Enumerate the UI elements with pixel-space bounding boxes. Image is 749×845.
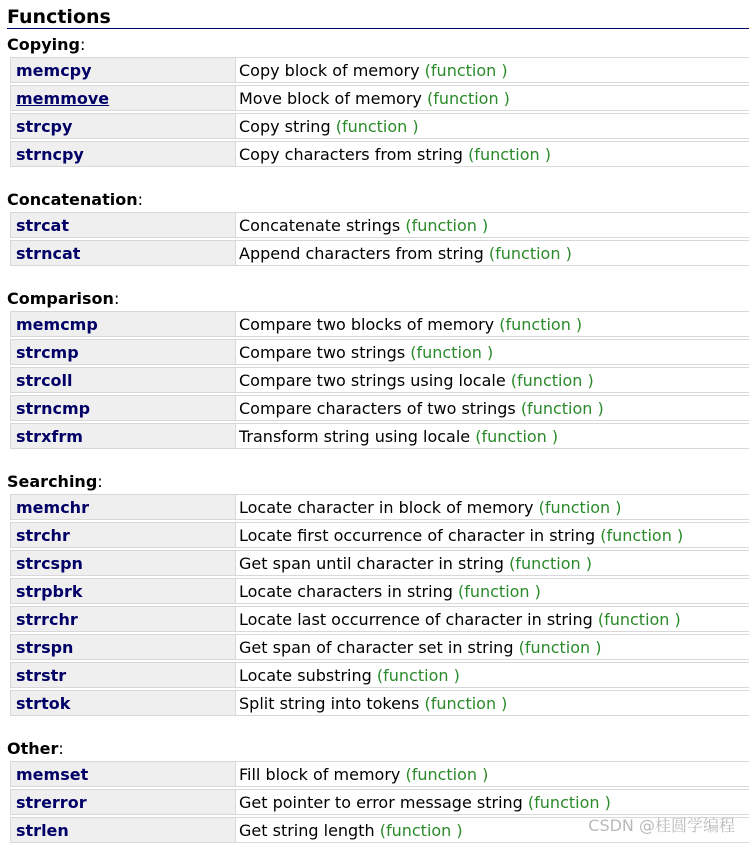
function-link-strrchr[interactable]: strrchr <box>16 609 78 629</box>
function-description: Locate substring <box>239 665 372 685</box>
function-description: Concatenate strings <box>239 215 401 235</box>
function-name-cell <box>10 57 236 83</box>
function-link-strchr[interactable]: strchr <box>16 525 70 545</box>
function-table <box>10 210 749 268</box>
section-header <box>7 35 749 55</box>
function-description-cell <box>236 690 749 716</box>
function-description-cell <box>236 494 749 520</box>
table-row <box>10 367 749 393</box>
table-row <box>10 522 749 548</box>
table-row <box>10 311 749 337</box>
function-description-cell <box>236 634 749 660</box>
function-kind: (function ) <box>510 370 594 390</box>
function-description-cell <box>236 240 749 266</box>
function-description-cell <box>236 141 749 167</box>
function-name-cell <box>10 240 236 266</box>
function-link-strcpy[interactable]: strcpy <box>16 116 73 136</box>
function-link-strspn[interactable]: strspn <box>16 637 74 657</box>
function-kind: (function ) <box>335 116 419 136</box>
table-row <box>10 550 749 576</box>
function-link-strerror[interactable]: strerror <box>16 792 87 812</box>
function-name-cell <box>10 789 236 815</box>
function-description: Copy string <box>239 116 331 136</box>
function-kind: (function ) <box>488 243 572 263</box>
page-title: Functions <box>7 6 749 29</box>
function-description-cell <box>236 113 749 139</box>
section-comparison <box>7 289 749 451</box>
table-row <box>10 113 749 139</box>
function-link-strcspn[interactable]: strcspn <box>16 553 83 573</box>
function-description: Locate characters in string <box>239 581 453 601</box>
function-name-cell <box>10 212 236 238</box>
function-link-strcat[interactable]: strcat <box>16 215 69 235</box>
section-searching <box>7 472 749 718</box>
function-description: Get span of character set in string <box>239 637 514 657</box>
function-description: Get span until character in string <box>239 553 504 573</box>
function-name-cell <box>10 395 236 421</box>
function-table <box>10 55 749 169</box>
function-table <box>10 492 749 718</box>
function-kind: (function ) <box>475 426 559 446</box>
table-row <box>10 761 749 787</box>
function-kind: (function ) <box>376 665 460 685</box>
function-table <box>10 309 749 451</box>
function-kind: (function ) <box>527 792 611 812</box>
function-description-cell <box>236 395 749 421</box>
table-row <box>10 789 749 815</box>
function-kind: (function ) <box>426 88 510 108</box>
function-description: Get string length <box>239 820 375 840</box>
function-kind: (function ) <box>509 553 592 573</box>
section-colon: : <box>97 472 103 491</box>
function-kind: (function ) <box>499 314 583 334</box>
function-kind: (function ) <box>405 764 489 784</box>
function-description-cell <box>236 339 749 365</box>
function-name-cell <box>10 367 236 393</box>
function-description: Locate last occurrence of character in string <box>239 609 593 629</box>
table-row <box>10 212 749 238</box>
function-description-cell <box>236 606 749 632</box>
section-title: Other <box>7 739 59 758</box>
function-link-strtok[interactable]: strtok <box>16 693 71 713</box>
function-name-cell <box>10 550 236 576</box>
section-concatenation <box>7 190 749 268</box>
section-title: Copying <box>7 35 80 54</box>
section-colon: : <box>58 739 64 758</box>
function-link-memchr[interactable]: memchr <box>16 497 89 517</box>
function-description-cell <box>236 367 749 393</box>
table-row <box>10 57 749 83</box>
function-kind: (function ) <box>424 693 508 713</box>
function-description-cell <box>236 578 749 604</box>
function-name-cell <box>10 606 236 632</box>
function-link-memcmp[interactable]: memcmp <box>16 314 98 334</box>
function-name-cell <box>10 634 236 660</box>
function-kind: (function ) <box>538 497 622 517</box>
function-name-cell <box>10 578 236 604</box>
function-kind: (function ) <box>597 609 681 629</box>
function-kind: (function ) <box>468 144 551 164</box>
table-row <box>10 494 749 520</box>
function-link-strncat[interactable]: strncat <box>16 243 81 263</box>
function-description-cell <box>236 423 749 449</box>
function-link-strlen[interactable]: strlen <box>16 820 69 840</box>
function-description: Append characters from string <box>239 243 484 263</box>
function-link-memset[interactable]: memset <box>16 764 89 784</box>
function-description: Get pointer to error message string <box>239 792 523 812</box>
function-description-cell <box>236 761 749 787</box>
function-link-strpbrk[interactable]: strpbrk <box>16 581 83 601</box>
function-description: Fill block of memory <box>239 764 401 784</box>
function-kind: (function ) <box>520 398 604 418</box>
function-description-cell <box>236 522 749 548</box>
table-row <box>10 634 749 660</box>
function-description: Move block of memory <box>239 88 422 108</box>
section-colon: : <box>79 35 86 54</box>
section-header <box>7 739 749 759</box>
function-name-cell <box>10 690 236 716</box>
section-title: Searching <box>7 472 98 491</box>
function-name-cell <box>10 662 236 688</box>
function-description: Locate character in block of memory <box>239 497 534 517</box>
function-description: Locate first occurrence of character in string <box>239 525 596 545</box>
function-description: Split string into tokens <box>239 693 420 713</box>
function-kind: (function ) <box>457 581 541 601</box>
function-link-strncmp[interactable]: strncmp <box>16 398 91 418</box>
function-kind: (function ) <box>379 820 463 840</box>
function-kind: (function ) <box>518 637 602 657</box>
section-header <box>7 190 749 210</box>
function-link-memcpy[interactable]: memcpy <box>16 60 92 80</box>
function-link-strstr[interactable]: strstr <box>16 665 67 685</box>
function-name-cell <box>10 761 236 787</box>
function-name-cell <box>10 339 236 365</box>
table-row <box>10 339 749 365</box>
watermark: CSDN @桂圆学编程 <box>588 816 735 835</box>
function-name-cell <box>10 817 236 843</box>
function-link-memmove[interactable]: memmove <box>16 88 110 108</box>
functions-page <box>7 6 749 845</box>
function-description: Copy block of memory <box>239 60 420 80</box>
function-description-cell <box>236 789 749 815</box>
function-description-cell <box>236 212 749 238</box>
table-row <box>10 662 749 688</box>
table-row <box>10 395 749 421</box>
function-link-strxfrm[interactable]: strxfrm <box>16 426 83 446</box>
function-link-strncpy[interactable]: strncpy <box>16 144 84 164</box>
function-name-cell <box>10 494 236 520</box>
section-colon: : <box>137 190 143 209</box>
function-kind: (function ) <box>405 215 489 235</box>
function-kind: (function ) <box>424 60 508 80</box>
section-title: Concatenation <box>7 190 138 209</box>
table-row <box>10 423 749 449</box>
function-description: Compare two strings <box>239 342 406 362</box>
function-description-cell <box>236 550 749 576</box>
section-copying <box>7 35 749 169</box>
function-name-cell <box>10 423 236 449</box>
table-row <box>10 578 749 604</box>
section-title: Comparison <box>7 289 114 308</box>
function-name-cell <box>10 141 236 167</box>
section-header <box>7 289 749 309</box>
function-description: Compare two strings using locale <box>239 370 506 390</box>
function-description: Transform string using locale <box>239 426 471 446</box>
section-header <box>7 472 749 492</box>
function-name-cell <box>10 85 236 111</box>
function-description: Compare characters of two strings <box>239 398 516 418</box>
function-description: Copy characters from string <box>239 144 463 164</box>
function-kind: (function ) <box>410 342 494 362</box>
table-row <box>10 85 749 111</box>
function-description-cell <box>236 662 749 688</box>
function-name-cell <box>10 311 236 337</box>
function-description-cell <box>236 57 749 83</box>
function-description-cell <box>236 85 749 111</box>
section-colon: : <box>113 289 120 308</box>
function-name-cell <box>10 522 236 548</box>
function-link-strcmp[interactable]: strcmp <box>16 342 79 362</box>
table-row <box>10 690 749 716</box>
table-row <box>10 606 749 632</box>
function-description: Compare two blocks of memory <box>239 314 495 334</box>
table-row <box>10 141 749 167</box>
function-kind: (function ) <box>600 525 684 545</box>
function-name-cell <box>10 113 236 139</box>
function-description-cell <box>236 311 749 337</box>
sections-container <box>7 35 749 845</box>
table-row <box>10 240 749 266</box>
function-link-strcoll[interactable]: strcoll <box>16 370 73 390</box>
